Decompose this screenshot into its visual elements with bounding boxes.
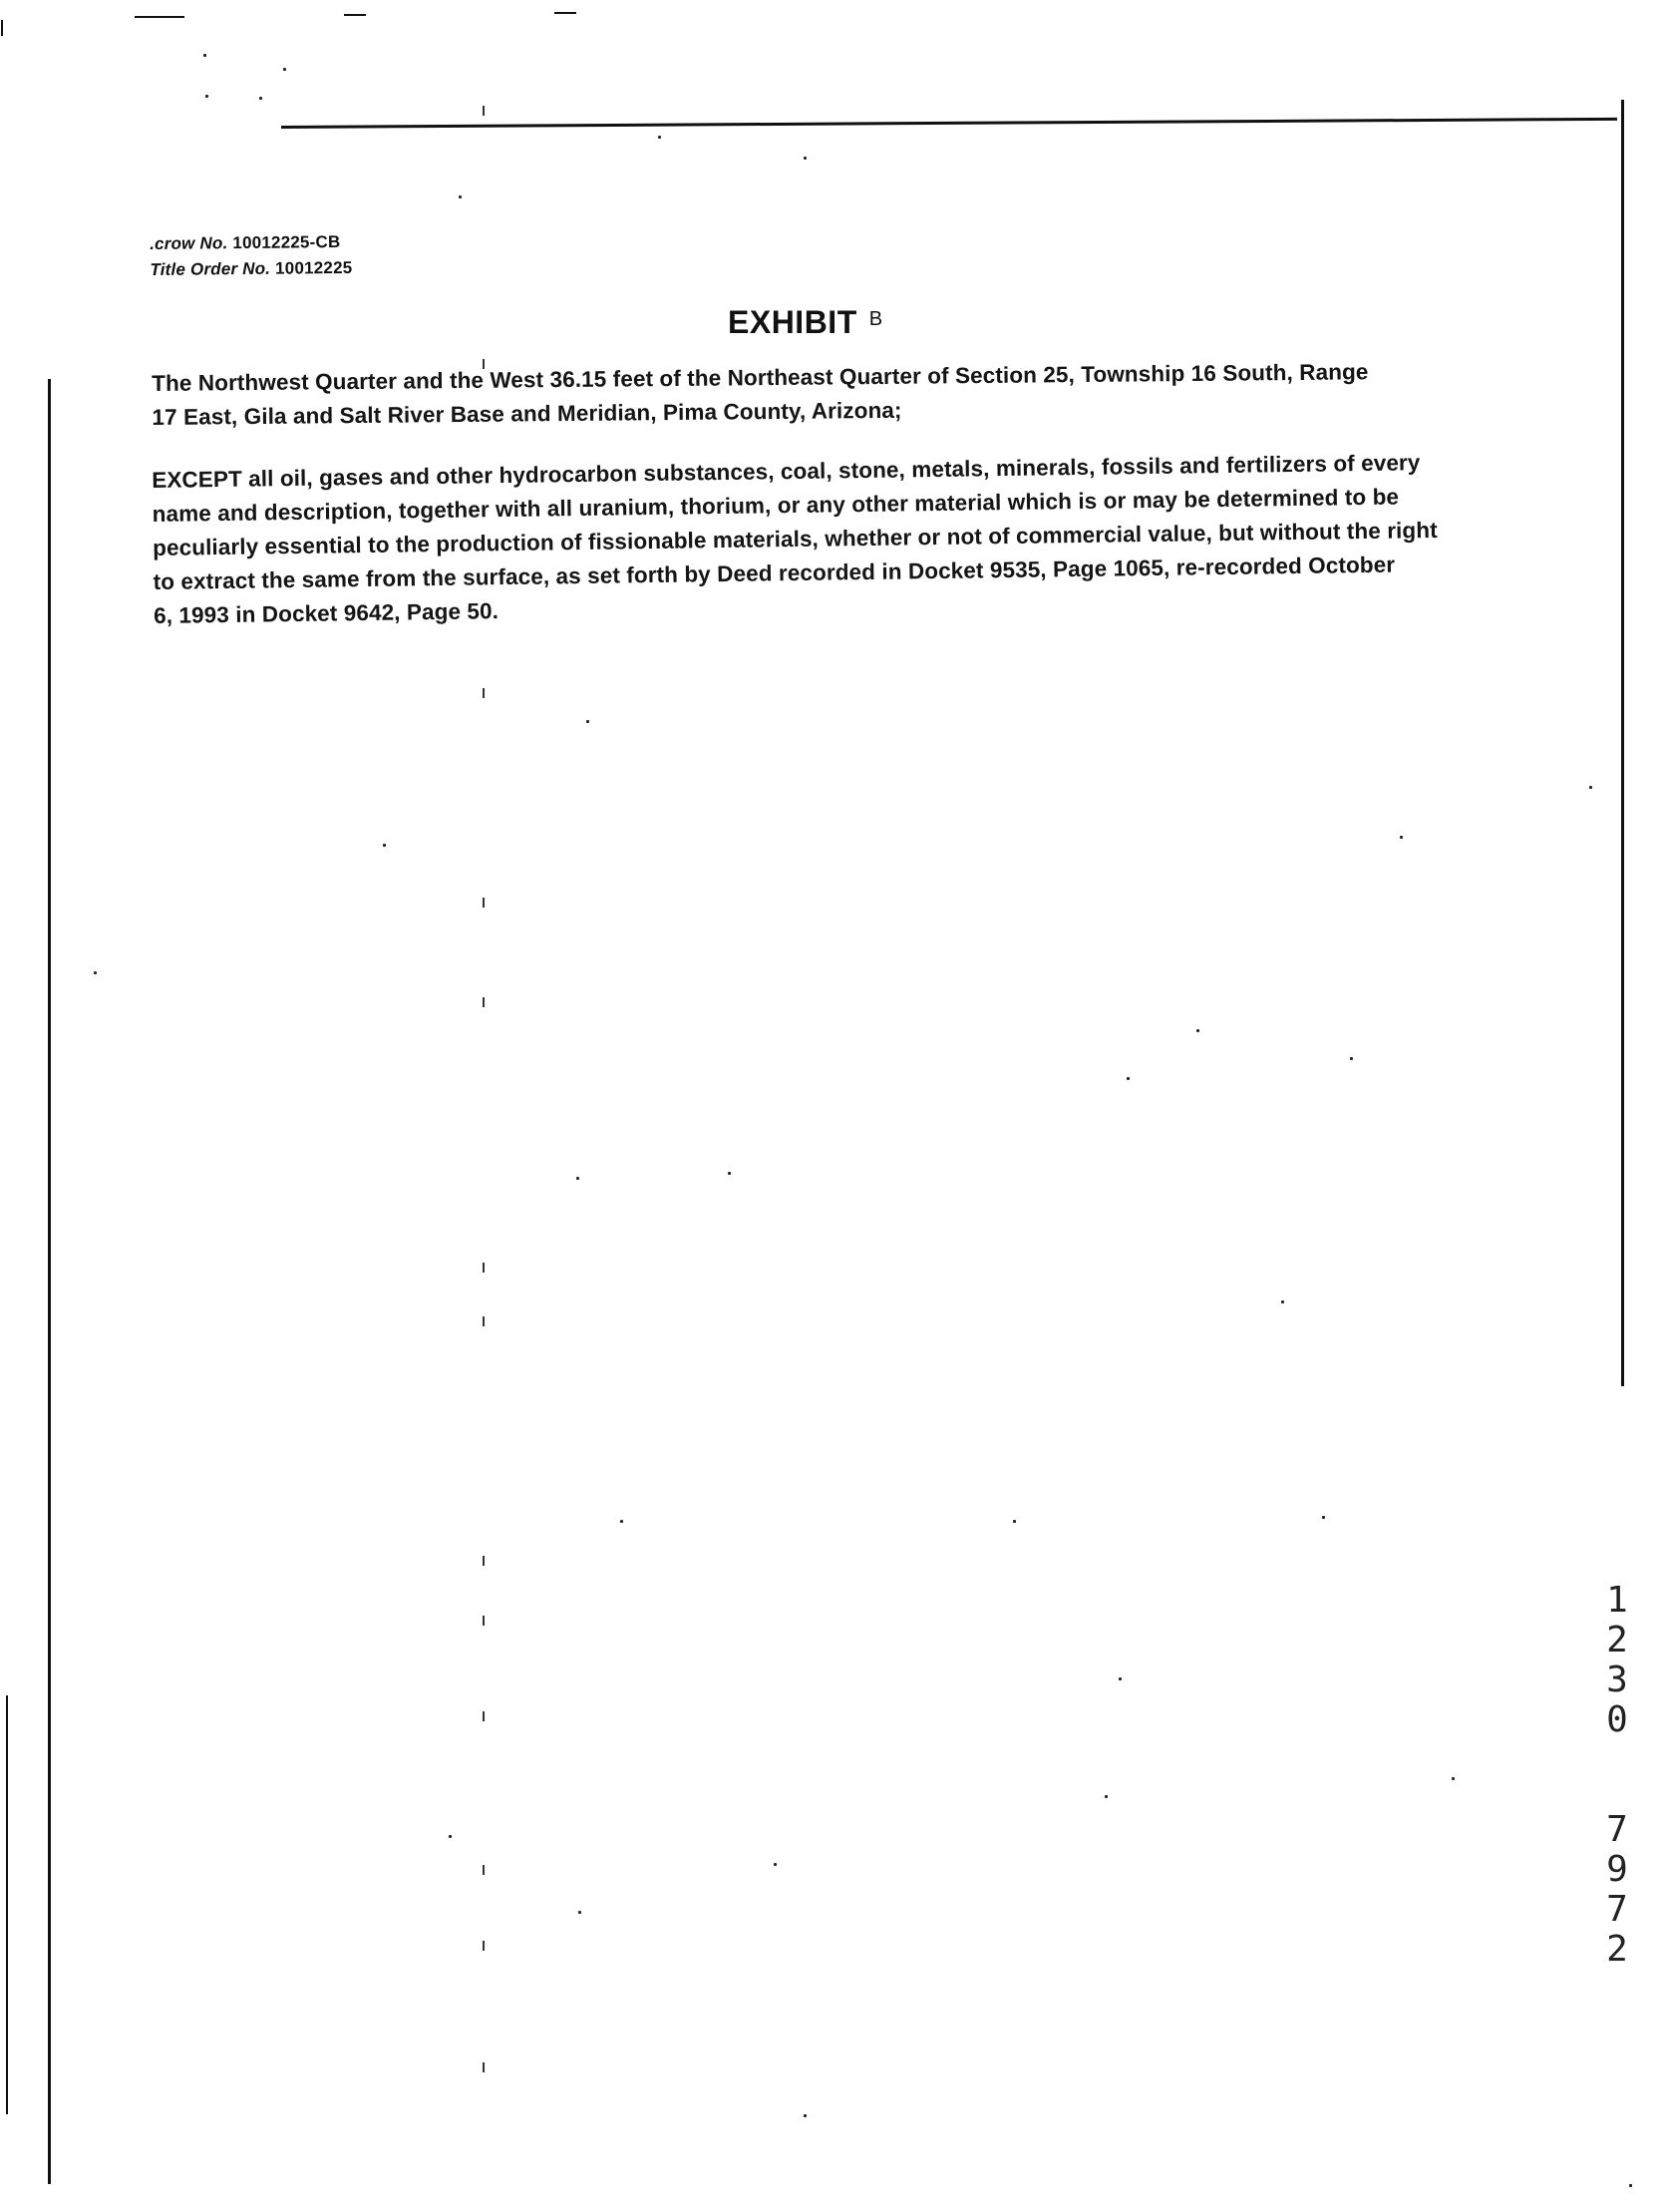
scan-speck: [1589, 786, 1592, 789]
paragraph-line: The Northwest Quarter and the West 36.15 feet of the Northeast Quarter of Section 25, Township 16 South, Range: [152, 359, 1369, 396]
scan-fold-tick: [483, 898, 485, 908]
scan-fold-tick: [483, 2062, 485, 2072]
recording-digit: 2: [1606, 1620, 1628, 1660]
recording-digit: 0: [1606, 1699, 1628, 1740]
scan-left-edge-rule: [6, 1695, 8, 2114]
escrow-number-value: 10012225-CB: [232, 231, 341, 253]
recording-digit: 7: [1606, 1809, 1628, 1850]
scan-speck: [459, 195, 462, 198]
escrow-number-line: [150, 229, 352, 257]
scan-speck: [1196, 1029, 1199, 1032]
recording-digit: 2: [1606, 1929, 1628, 1970]
recording-number-stamp: [1595, 1581, 1639, 1970]
recording-digit: 9: [1606, 1849, 1628, 1890]
scan-speck: [774, 1863, 777, 1866]
exhibit-title: [728, 304, 883, 341]
recording-digit: 1: [1606, 1580, 1628, 1621]
scan-speck: [804, 157, 807, 160]
scan-fold-tick: [483, 1711, 485, 1721]
scan-fold-tick: [483, 1616, 485, 1626]
scan-speck: [620, 1520, 623, 1523]
scan-fold-tick: [483, 106, 485, 116]
recording-digit: 7: [1606, 1889, 1628, 1930]
scan-speck: [1013, 1520, 1016, 1523]
recording-digit: 3: [1606, 1659, 1628, 1700]
scan-left-rule: [48, 379, 51, 2184]
scan-speck: [449, 1835, 452, 1838]
order-reference: [150, 229, 352, 283]
scan-speck: [1127, 1077, 1130, 1080]
scan-left-dash: [1, 20, 3, 36]
scan-speck: [1281, 1300, 1284, 1303]
title-order-value: 10012225: [274, 257, 353, 278]
scan-fold-tick: [483, 997, 485, 1007]
scan-speck: [728, 1172, 731, 1175]
scan-speck: [1119, 1677, 1122, 1680]
scan-speck: [1105, 1795, 1108, 1798]
scan-speck: [1350, 1057, 1353, 1060]
escrow-number-label: .crow No.: [150, 233, 228, 253]
scan-speck: [1452, 1777, 1455, 1780]
scan-speck: [586, 720, 589, 723]
title-order-label: Title Order No.: [150, 258, 271, 279]
exhibit-title-letter: B: [868, 308, 883, 330]
scan-speck: [383, 844, 386, 847]
scan-speck: [576, 1177, 579, 1180]
scan-top-dash-1: [135, 16, 184, 18]
paragraph-line: 6, 1993 in Docket 9642, Page 50.: [153, 598, 500, 628]
scan-top-dash-2: [344, 14, 366, 16]
scan-speck: [1322, 1516, 1325, 1519]
scan-speck: [94, 971, 97, 974]
exhibit-title-text: EXHIBIT: [728, 304, 857, 340]
scan-speck: [578, 1911, 581, 1914]
scan-speck: [1629, 2184, 1632, 2187]
scan-speck: [259, 97, 262, 100]
paragraph-line: peculiarly essential to the production of fissionable materials, whether or not of commercial value, but without the right: [153, 518, 1438, 560]
scan-speck: [658, 136, 661, 139]
exception-paragraph: [152, 445, 1539, 633]
paragraph-line: to extract the same from the surface, as set forth by Deed recorded in Docket 9535, Page 1065, re-recorded October: [153, 552, 1396, 594]
scan-speck: [804, 2114, 807, 2117]
paragraph-line: name and description, together with all uranium, thorium, or any other material which is or may be determined to be: [152, 484, 1400, 527]
scan-fold-tick: [483, 1263, 485, 1273]
paragraph-line: 17 East, Gila and Salt River Base and Meridian, Pima County, Arizona;: [152, 397, 902, 430]
scan-fold-tick: [483, 1941, 485, 1951]
title-order-line: [150, 255, 352, 283]
scan-fold-tick: [483, 1316, 485, 1326]
scan-speck: [283, 68, 286, 71]
scan-speck: [205, 95, 208, 98]
scan-right-rule: [1621, 100, 1624, 1386]
scan-speck: [203, 54, 206, 57]
legal-description-paragraph: [152, 354, 1538, 435]
scan-top-dash-3: [554, 12, 576, 14]
scan-speck: [1400, 836, 1403, 839]
scan-fold-tick: [483, 1556, 485, 1566]
scan-top-rule: [281, 118, 1617, 129]
scan-fold-tick: [483, 688, 485, 698]
scan-fold-tick: [483, 1865, 485, 1875]
paragraph-line: EXCEPT all oil, gases and other hydrocarbon substances, coal, stone, metals, minerals, fossils and fertilizers of every: [152, 450, 1421, 493]
